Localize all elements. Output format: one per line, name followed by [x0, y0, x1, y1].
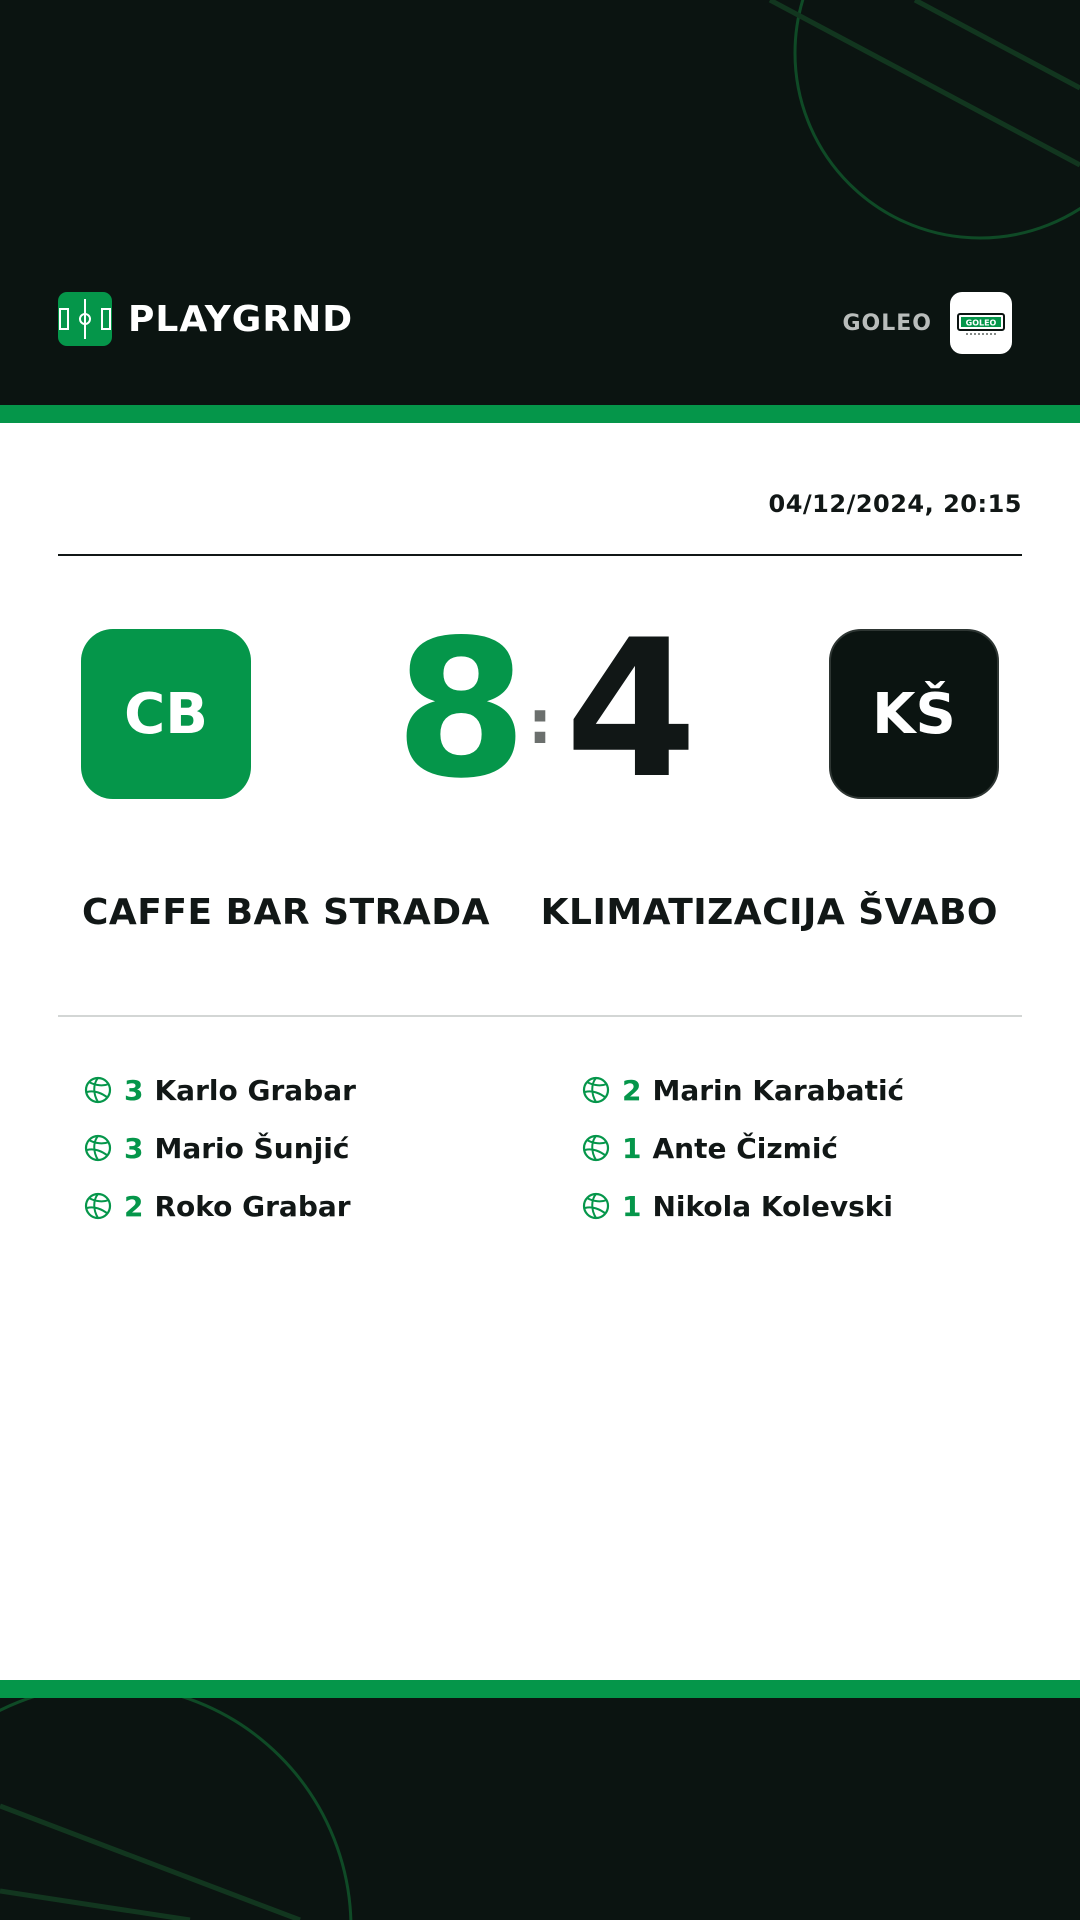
partner	[842, 292, 1012, 354]
player-name: Marin Karabatić	[652, 1073, 905, 1107]
scorer-item	[84, 1177, 356, 1235]
soccer-ball-icon	[582, 1076, 610, 1104]
scorer-item	[84, 1119, 356, 1177]
away-team-badge: KŠ	[829, 629, 999, 799]
soccer-ball-icon	[582, 1134, 610, 1162]
scorer-item	[582, 1061, 904, 1119]
divider	[58, 554, 1022, 556]
goal-count: 2	[622, 1073, 642, 1107]
goal-count: 2	[124, 1189, 144, 1223]
partner-logo-text: GOLEO	[965, 318, 997, 328]
brand-name: PLAYGRND	[128, 298, 354, 340]
player-name: Ante Čizmić	[652, 1131, 839, 1165]
home-team-badge: CB	[81, 629, 251, 799]
player-name: Nikola Kolevski	[652, 1189, 894, 1223]
goal-count: 3	[124, 1131, 144, 1165]
partner-name: GOLEO	[842, 310, 932, 336]
accent-bar-bottom	[0, 1680, 1080, 1698]
player-name: Mario Šunjić	[154, 1131, 350, 1165]
pitch-icon	[58, 292, 112, 346]
goal-count: 1	[622, 1189, 642, 1223]
brand	[58, 292, 353, 346]
divider	[58, 1015, 1022, 1017]
soccer-ball-icon	[84, 1134, 112, 1162]
accent-bar-top	[0, 405, 1080, 423]
player-name: Roko Grabar	[154, 1189, 351, 1223]
home-team-name: CAFFE BAR STRADA	[82, 892, 490, 933]
away-score: 4	[565, 599, 698, 820]
away-team-name: KLIMATIZACIJA ŠVABO	[540, 892, 998, 933]
match-datetime: 04/12/2024, 20:15	[768, 490, 1022, 518]
soccer-ball-icon	[84, 1076, 112, 1104]
scorer-item	[84, 1061, 356, 1119]
partner-logo	[950, 292, 1012, 354]
footer	[0, 1698, 1080, 1920]
soccer-ball-icon	[84, 1192, 112, 1220]
soccer-ball-icon	[582, 1192, 610, 1220]
scorer-item	[582, 1119, 904, 1177]
goal-count: 3	[124, 1073, 144, 1107]
score-separator: :	[528, 688, 552, 758]
away-scorers-list	[582, 1061, 904, 1235]
scorer-item	[582, 1177, 904, 1235]
goal-count: 1	[622, 1131, 642, 1165]
home-scorers-list	[84, 1061, 356, 1235]
home-score: 8	[395, 599, 528, 820]
pitch-lines-decoration	[0, 1698, 1080, 1920]
header	[0, 0, 1080, 405]
player-name: Karlo Grabar	[154, 1073, 356, 1107]
